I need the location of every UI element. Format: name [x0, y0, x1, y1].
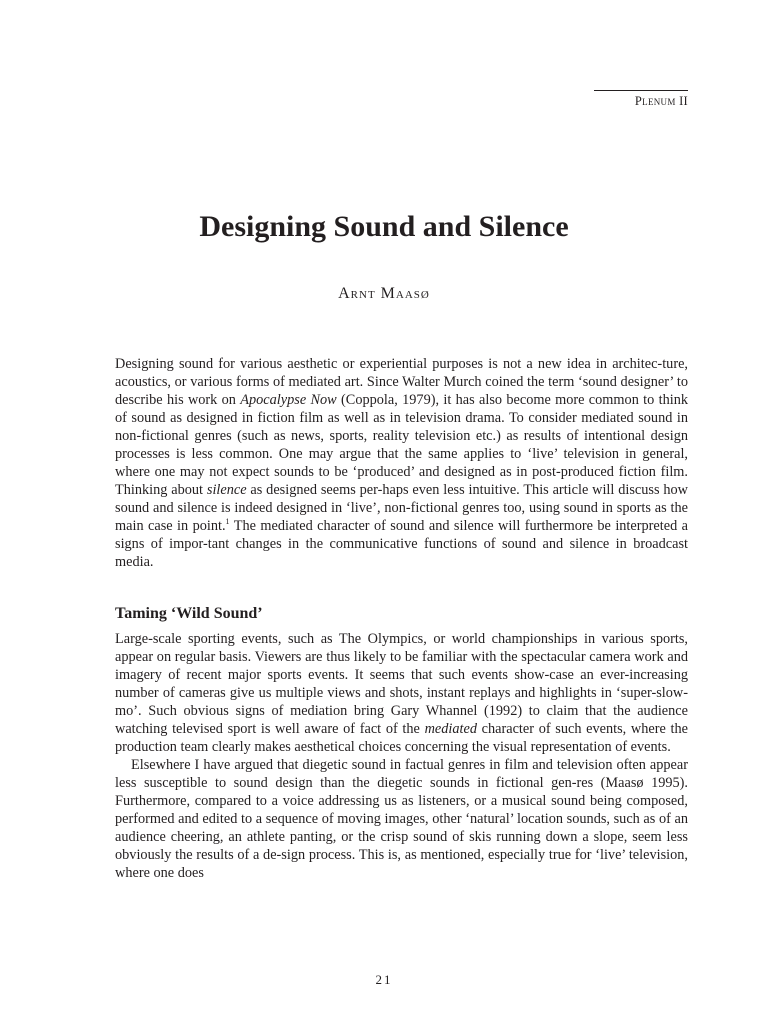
- mediated-italic: mediated: [424, 721, 477, 737]
- section-taming-wild-sound: [115, 604, 688, 882]
- abstract: [115, 355, 688, 571]
- article-title: Designing Sound and Silence: [199, 210, 569, 243]
- film-title-italic: Apocalypse Now: [240, 392, 337, 408]
- abstract-text-3: as designed seems per-haps even less intuitive. This article will discuss how sound and silence is indeed designed in ‘live’, non-fictional genres too, using sound in sports as the main case in point.: [115, 482, 688, 534]
- running-head: Plenum II: [634, 94, 688, 108]
- abstract-paragraph: [115, 355, 688, 571]
- section-heading: Taming ‘Wild Sound’: [115, 605, 263, 622]
- paragraph-1-text-a: Large-scale sporting events, such as The Olympics, or world championships in various sports, appear on regular basis. Viewers are thus likely to be familiar with the spectacular camera work and imagery of recent major sports events. It seems that such events show-case an ever-increasing number of cameras give us multiple views and shots, instant replays and highlights in ‘super-slow-mo’. Such obvious signs of mediation bring Gary Whannel (1992) to claim that the audience watching televised sport is well aware of fact of the: [115, 631, 688, 737]
- paragraph-1-text-b: character of such events, where the production team clearly makes aesthetical choices concerning the visual representation of events.: [115, 721, 688, 755]
- footnote-reference[interactable]: 1: [225, 517, 230, 527]
- silence-italic: silence: [206, 482, 247, 498]
- page-number: 21: [375, 972, 393, 987]
- abstract-text-1: Designing sound for various aesthetic or experiential purposes is not a new idea in architec-ture, acoustics, or various forms of mediated art. Since Walter Murch coined the term ‘sound designer’ to describe his work on: [115, 356, 688, 408]
- section-paragraph-2: Elsewhere I have argued that diegetic sound in factual genres in film and television often appear less susceptible to sound design than the diegetic sounds in fictional gen-res (Maasø 1995). Furthermore, compared to a voice addressing us as listeners, or a musical sound being composed, performed and edited to a sequence of moving images, other ‘natural’ location sounds, such as of an audience cheering, an athlete panting, or the crisp sound of skis running down a slope, seem less obviously the results of a de-sign process. This is, as mentioned, especially true for ‘live’ television, where one does: [115, 757, 688, 881]
- author-name: Arnt Maasø: [338, 285, 430, 302]
- section-paragraph-1: [115, 630, 688, 756]
- header-rule: [594, 90, 688, 91]
- abstract-text-2: (Coppola, 1979), it has also become more common to think of sound as designed in fiction film as well as in television drama. To consider mediated sound in non-fictional genres (such as news, sports, reality television etc.) as results of intentional design processes is less common. One may argue that the same applies to ‘live’ television in general, where one may not expect sounds to be ‘produced’ and designed as in post-produced fiction film. Thinking about: [115, 392, 688, 498]
- abstract-text-4: The mediated character of sound and silence will furthermore be interpreted a signs of impor-tant changes in the communicative functions of sound and silence in broadcast media.: [115, 518, 689, 570]
